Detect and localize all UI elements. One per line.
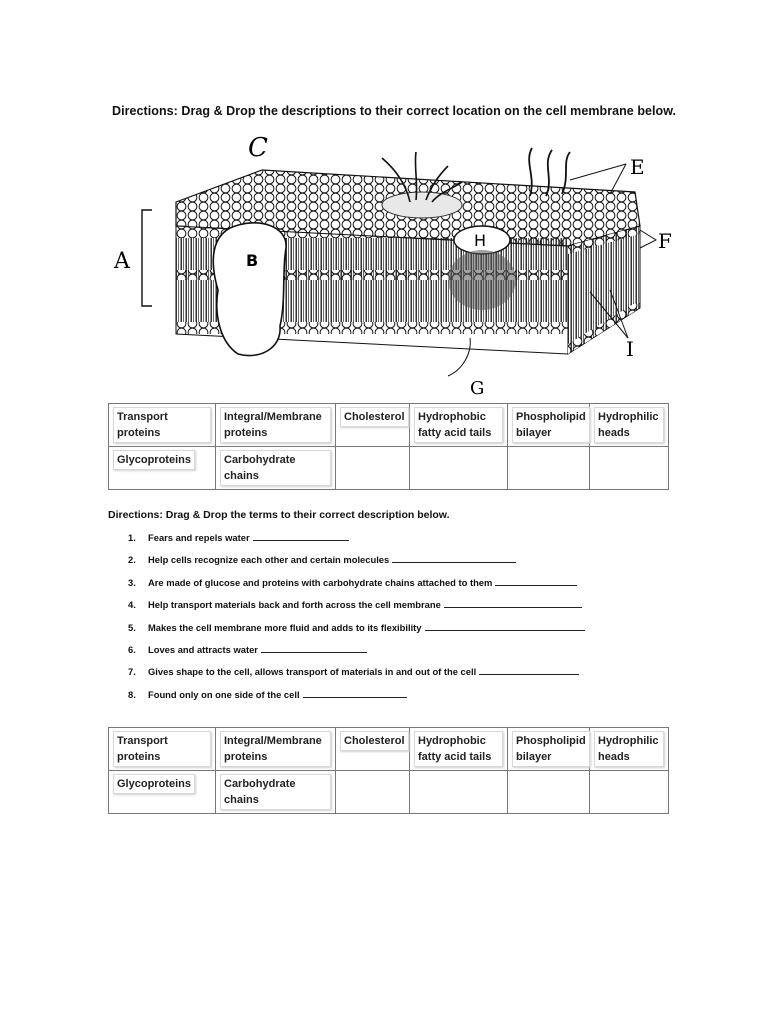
glycolipid-patch <box>382 192 462 218</box>
answer-blank-7[interactable] <box>479 665 579 675</box>
tile-hydrophobic-fatty-acid-tails[interactable]: Hydrophobic fatty acid tails <box>414 407 503 443</box>
question-1: 1. Fears and repels water <box>128 531 648 553</box>
question-5: 5. Makes the cell membrane more fluid and adds to its flexibility <box>128 621 648 643</box>
empty-drop-cell[interactable] <box>410 771 508 814</box>
question-2: 2. Help cells recognize each other and certain molecules <box>128 553 648 575</box>
empty-drop-cell[interactable] <box>508 447 590 490</box>
question-4: 4. Help transport materials back and forth across the cell membrane <box>128 598 648 620</box>
tile-glycoproteins[interactable]: Glycoproteins <box>113 450 195 470</box>
term-table-2 <box>108 727 669 814</box>
term-table-1 <box>108 403 669 490</box>
tile-transport-proteins[interactable]: Transport proteins <box>113 407 211 443</box>
tile-carbohydrate-chains[interactable]: Carbohydrate chains <box>220 450 331 486</box>
answer-blank-8[interactable] <box>303 688 407 698</box>
label-G: G <box>470 378 485 399</box>
label-F: F <box>658 229 672 253</box>
question-6: 6. Loves and attracts water <box>128 643 648 665</box>
tile-hydrophilic-heads[interactable]: Hydrophilic heads <box>594 731 664 767</box>
bracket-A <box>142 210 152 306</box>
answer-blank-1[interactable] <box>253 531 349 541</box>
tile-carbohydrate-chains[interactable]: Carbohydrate chains <box>220 774 331 810</box>
directions-title: Directions: Drag & Drop the descriptions to their correct location on the cell membrane below. <box>112 104 677 118</box>
label-H: H <box>474 231 487 250</box>
empty-drop-cell[interactable] <box>410 447 508 490</box>
integral-protein-B <box>213 223 286 356</box>
label-C: C <box>248 133 268 163</box>
empty-drop-cell[interactable] <box>336 447 410 490</box>
tile-cholesterol[interactable]: Cholesterol <box>340 407 409 427</box>
cell-membrane-diagram <box>110 130 690 400</box>
tile-transport-proteins[interactable]: Transport proteins <box>113 731 211 767</box>
label-I: I <box>626 337 634 361</box>
question-3: 3. Are made of glucose and proteins with carbohydrate chains attached to them <box>128 576 648 598</box>
answer-blank-3[interactable] <box>495 576 577 586</box>
tile-glycoproteins[interactable]: Glycoproteins <box>113 774 195 794</box>
label-B: B <box>246 251 259 270</box>
label-A: A <box>114 249 130 274</box>
empty-drop-cell[interactable] <box>336 771 410 814</box>
question-list <box>128 531 648 710</box>
tile-phospholipid-bilayer[interactable]: Phospholipid bilayer <box>512 731 590 767</box>
answer-blank-4[interactable] <box>444 598 582 608</box>
empty-drop-cell[interactable] <box>508 771 590 814</box>
empty-drop-cell[interactable] <box>590 447 669 490</box>
empty-drop-cell[interactable] <box>590 771 669 814</box>
tile-integral-membrane-proteins[interactable]: Integral/Membrane proteins <box>220 407 331 443</box>
tile-integral-membrane-proteins[interactable]: Integral/Membrane proteins <box>220 731 331 767</box>
label-E: E <box>630 155 645 179</box>
directions-2: Directions: Drag & Drop the terms to their correct description below. <box>108 509 450 521</box>
tile-cholesterol[interactable]: Cholesterol <box>340 731 409 751</box>
answer-blank-6[interactable] <box>261 643 367 653</box>
tile-hydrophobic-fatty-acid-tails[interactable]: Hydrophobic fatty acid tails <box>414 731 503 767</box>
question-8: 8. Found only on one side of the cell <box>128 688 648 710</box>
answer-blank-5[interactable] <box>425 621 585 631</box>
answer-blank-2[interactable] <box>392 553 516 563</box>
tile-phospholipid-bilayer[interactable]: Phospholipid bilayer <box>512 407 590 443</box>
question-7: 7. Gives shape to the cell, allows transport of materials in and out of the cell <box>128 665 648 687</box>
tile-hydrophilic-heads[interactable]: Hydrophilic heads <box>594 407 664 443</box>
